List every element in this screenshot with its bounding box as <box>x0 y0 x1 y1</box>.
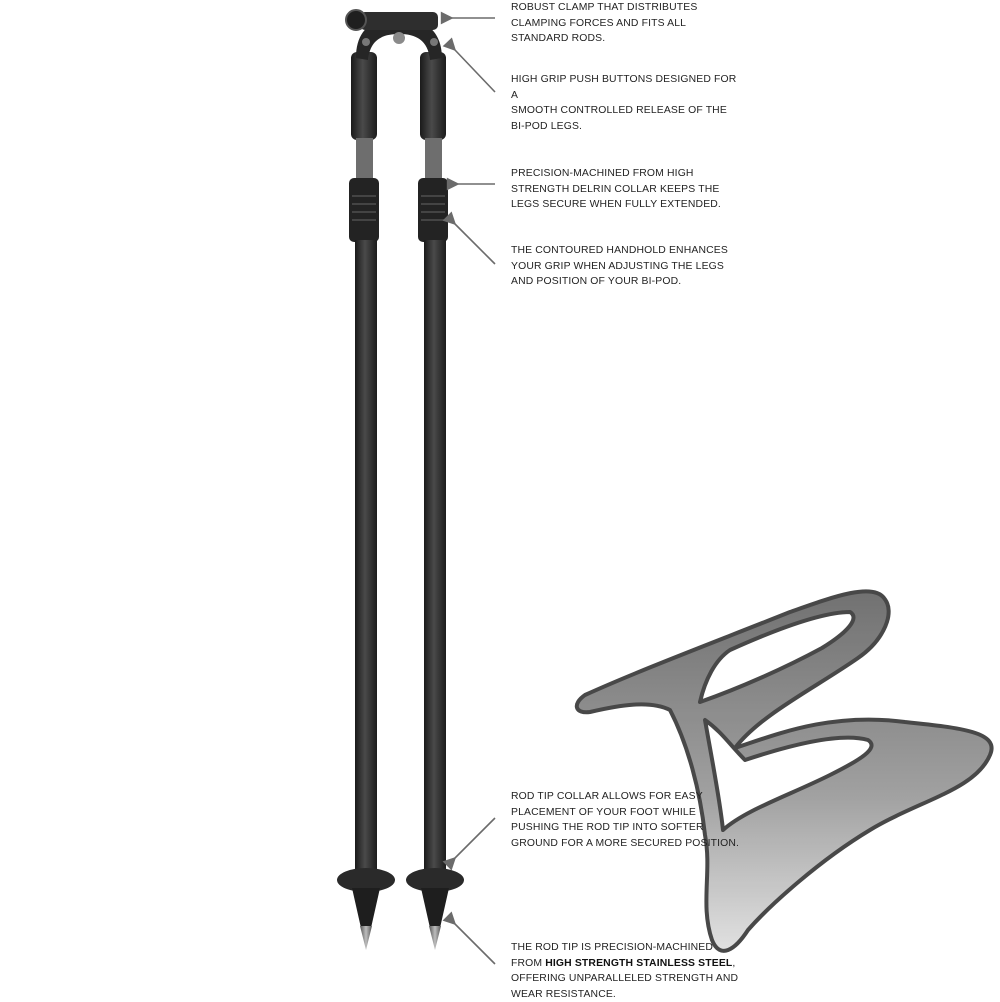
callout-arrows <box>452 18 495 964</box>
right-leg <box>406 52 464 950</box>
clamp-right-bolt <box>430 38 438 46</box>
clamp-left-bolt <box>362 38 370 46</box>
callout-rod-tip-line1: THE ROD TIP IS PRECISION-MACHINED <box>511 942 714 953</box>
callout-rod-tip-rest: OFFERING UNPARALLELED STRENGTH AND WEAR RESISTANCE. <box>511 973 739 1000</box>
arrow-handhold <box>455 224 495 264</box>
callout-rod-tip-suffix: , <box>732 957 736 969</box>
right-rod-tip-steel <box>429 926 441 950</box>
b-logo-shape <box>577 591 992 951</box>
callout-rod-tip-prefix: FROM <box>511 957 546 969</box>
right-rod <box>424 240 446 872</box>
right-rod-tip-cone <box>421 888 449 928</box>
arrow-rod-tip <box>455 924 495 964</box>
arrow-push-buttons <box>455 50 495 92</box>
b-logo-letter: B <box>0 0 1 1</box>
left-rod-tip-cone <box>352 888 380 928</box>
right-inner-tube <box>425 138 442 182</box>
right-delrin-collar <box>418 178 448 242</box>
arrow-rod-tip-collar <box>455 818 495 858</box>
callout-rod-tip-collar: ROD TIP COLLAR ALLOWS FOR EASY PLACEMENT OF YOUR FOOT WHILE PUSHING THE ROD TIP INTO SOFTER GROUND FOR A MORE SECURED POSITION. <box>511 791 740 849</box>
callout-rod-tip-bold: HIGH STRENGTH STAINLESS STEEL <box>545 957 733 969</box>
clamp-knob <box>346 10 366 30</box>
callout-rod-tip <box>511 940 751 1002</box>
callout-push-buttons: HIGH GRIP PUSH BUTTONS DESIGNED FOR A SMOOTH CONTROLLED RELEASE OF THE BI-POD LEGS. <box>511 74 737 132</box>
left-delrin-collar <box>349 178 379 242</box>
left-rod <box>355 240 377 872</box>
left-leg <box>337 52 395 950</box>
left-inner-tube <box>356 138 373 182</box>
right-upper-grip <box>420 52 446 140</box>
callout-clamp: ROBUST CLAMP THAT DISTRIBUTES CLAMPING FORCES AND FITS ALL STANDARD RODS. <box>511 2 698 44</box>
left-upper-grip <box>351 52 377 140</box>
callout-collar: PRECISION-MACHINED FROM HIGH STRENGTH DELRIN COLLAR KEEPS THE LEGS SECURE WHEN FULLY EXTENDED. <box>511 168 721 210</box>
clamp-center-bolt <box>393 32 405 44</box>
left-rod-tip-steel <box>360 926 372 950</box>
callout-handhold: THE CONTOURED HANDHOLD ENHANCES YOUR GRIP WHEN ADJUSTING THE LEGS AND POSITION OF YOUR BI-POD. <box>511 245 728 287</box>
clamp-top-bar <box>360 12 438 30</box>
